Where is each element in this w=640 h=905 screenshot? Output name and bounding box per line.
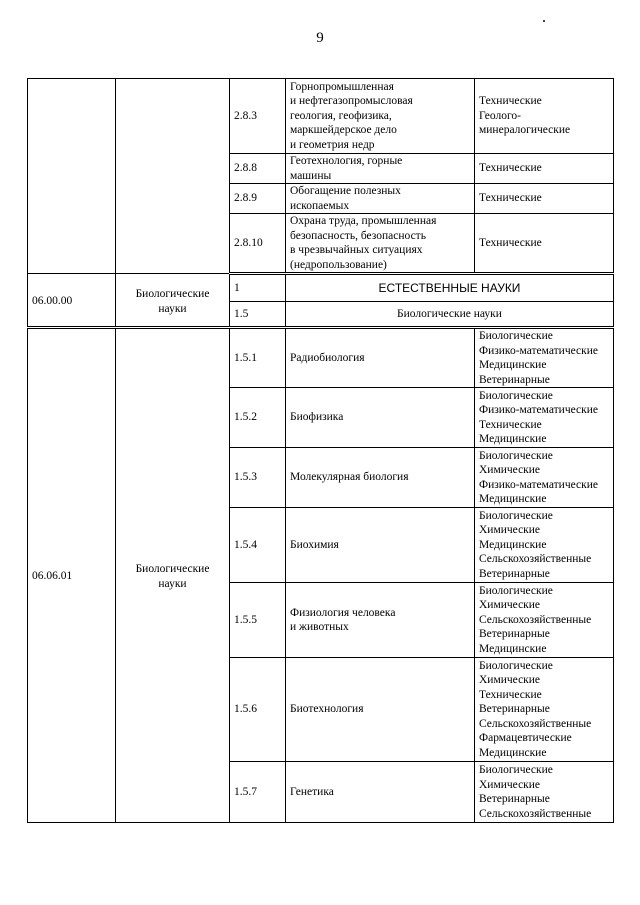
science-line: Фармацевтические [479,732,572,745]
spec-title [116,328,230,823]
science-branches [475,214,614,274]
specialty-number: 1.5.6 [230,658,286,762]
science-line: Медицинские [479,642,547,655]
science-branches [475,448,614,508]
science-branches [475,154,614,184]
science-line: Медицинские [479,359,547,371]
science-line: Физико-математические [479,404,598,416]
science-line: Физико-математические [479,478,598,491]
specialty-number: 1.5.5 [230,583,286,658]
specialty-name [286,328,475,388]
science-line: Химические [479,599,541,612]
name-line: безопасность, безопасность [290,229,426,242]
specialty-number: 1.5.2 [230,388,286,448]
name-line: Биохимия [290,538,339,551]
science-line: Ветеринарные [479,373,550,386]
specialty-number: 1.5.7 [230,762,286,823]
title-line: науки [158,302,187,315]
name-line: Охрана труда, промышленная [290,215,437,227]
science-line: Биологические [479,449,553,462]
name-line: и животных [290,621,349,633]
name-line: Молекулярная биология [290,471,409,484]
science-line: Технические [479,95,542,108]
scan-speck [543,20,545,22]
name-line: Генетика [290,785,334,798]
group-code: 06.00.00 [28,274,116,328]
specialty-number: 1.5.3 [230,448,286,508]
name-line: и геометрия недр [290,138,375,151]
specialty-number: 2.8.10 [230,214,286,274]
science-line: Ветеринарные [479,703,550,716]
science-line: Сельскохозяйственные [479,717,592,730]
empty-cell [116,79,230,274]
science-line: Химические [479,778,541,791]
science-line: Сельскохозяйственные [479,807,592,820]
name-line: геология, геофизика, [290,109,392,122]
science-line: Технические [479,236,542,249]
name-line: Геотехнология, горные [290,155,403,167]
specialty-name [286,214,475,274]
specialty-name [286,508,475,583]
science-line: Медицинские [479,746,547,759]
science-line: минералогические [479,124,571,137]
name-line: Горнопромышленная [290,80,394,93]
science-line: Технические [479,688,542,701]
science-line: Химические [479,674,541,687]
area-number: 1 [230,274,286,302]
title-line: Биологические [135,288,210,300]
specialty-name [286,184,475,214]
name-line: Биотехнология [290,703,364,716]
name-line: маркшейдерское дело [290,124,397,137]
science-line: Технические [479,192,542,205]
science-branches [475,388,614,448]
science-line: Физико-математические [479,344,598,357]
specialty-number: 1.5.1 [230,328,286,388]
science-line: Биологические [479,509,553,522]
specialties-table [27,78,614,823]
specialty-name [286,448,475,508]
name-line: в чрезвычайных ситуациях [290,244,423,256]
science-branches [475,79,614,154]
science-line: Биологические [479,330,553,342]
science-line: Медицинские [479,538,547,551]
science-line: Медицинские [479,493,547,505]
science-line: Химические [479,464,541,476]
specialty-name [286,79,475,154]
specialty-name [286,154,475,184]
science-branches [475,658,614,762]
specialty-number: 2.8.9 [230,184,286,214]
science-branches [475,328,614,388]
science-line: Ветеринарные [479,628,550,641]
table-row [28,274,614,302]
science-line: Медицинские [479,433,547,445]
name-line: ископаемых [290,199,350,212]
group-title [116,274,230,328]
specialty-name [286,388,475,448]
science-branches [475,762,614,823]
name-line: Радиобиология [290,351,365,364]
spec-code: 06.06.01 [28,328,116,823]
science-branches [475,184,614,214]
specialty-number: 1.5.4 [230,508,286,583]
specialty-name [286,658,475,762]
specialty-name [286,762,475,823]
title-line: Биологические [135,563,210,575]
specialty-name [286,583,475,658]
specialty-number: 2.8.8 [230,154,286,184]
name-line: машины [290,169,332,182]
science-line: Сельскохозяйственные [479,553,592,566]
science-branches [475,508,614,583]
field-title: Биологические науки [286,302,614,328]
science-line: Биологические [479,764,553,776]
area-title: ЕСТЕСТВЕННЫЕ НАУКИ [286,274,614,302]
science-line: Геолого- [479,109,521,122]
science-line: Биологические [479,659,553,672]
science-branches [475,583,614,658]
table-row [28,79,614,154]
empty-cell [28,79,116,274]
name-line: (недропользование) [290,258,387,271]
science-line: Технические [479,162,542,175]
science-line: Биологические [479,389,553,402]
science-line: Сельскохозяйственные [479,613,592,626]
science-line: Химические [479,524,541,537]
name-line: Биофизика [290,411,344,424]
name-line: и нефтегазопромысловая [290,95,413,108]
name-line: Обогащение полезных [290,185,401,197]
science-line: Биологические [479,584,553,597]
table-row [28,328,614,388]
field-number: 1.5 [230,302,286,328]
specialty-number: 2.8.3 [230,79,286,154]
title-line: науки [158,577,187,590]
science-line: Ветеринарные [479,567,550,580]
science-line: Ветеринарные [479,793,550,805]
science-line: Технические [479,418,542,431]
name-line: Физиология человека [290,606,396,619]
page-number: 9 [316,30,324,46]
